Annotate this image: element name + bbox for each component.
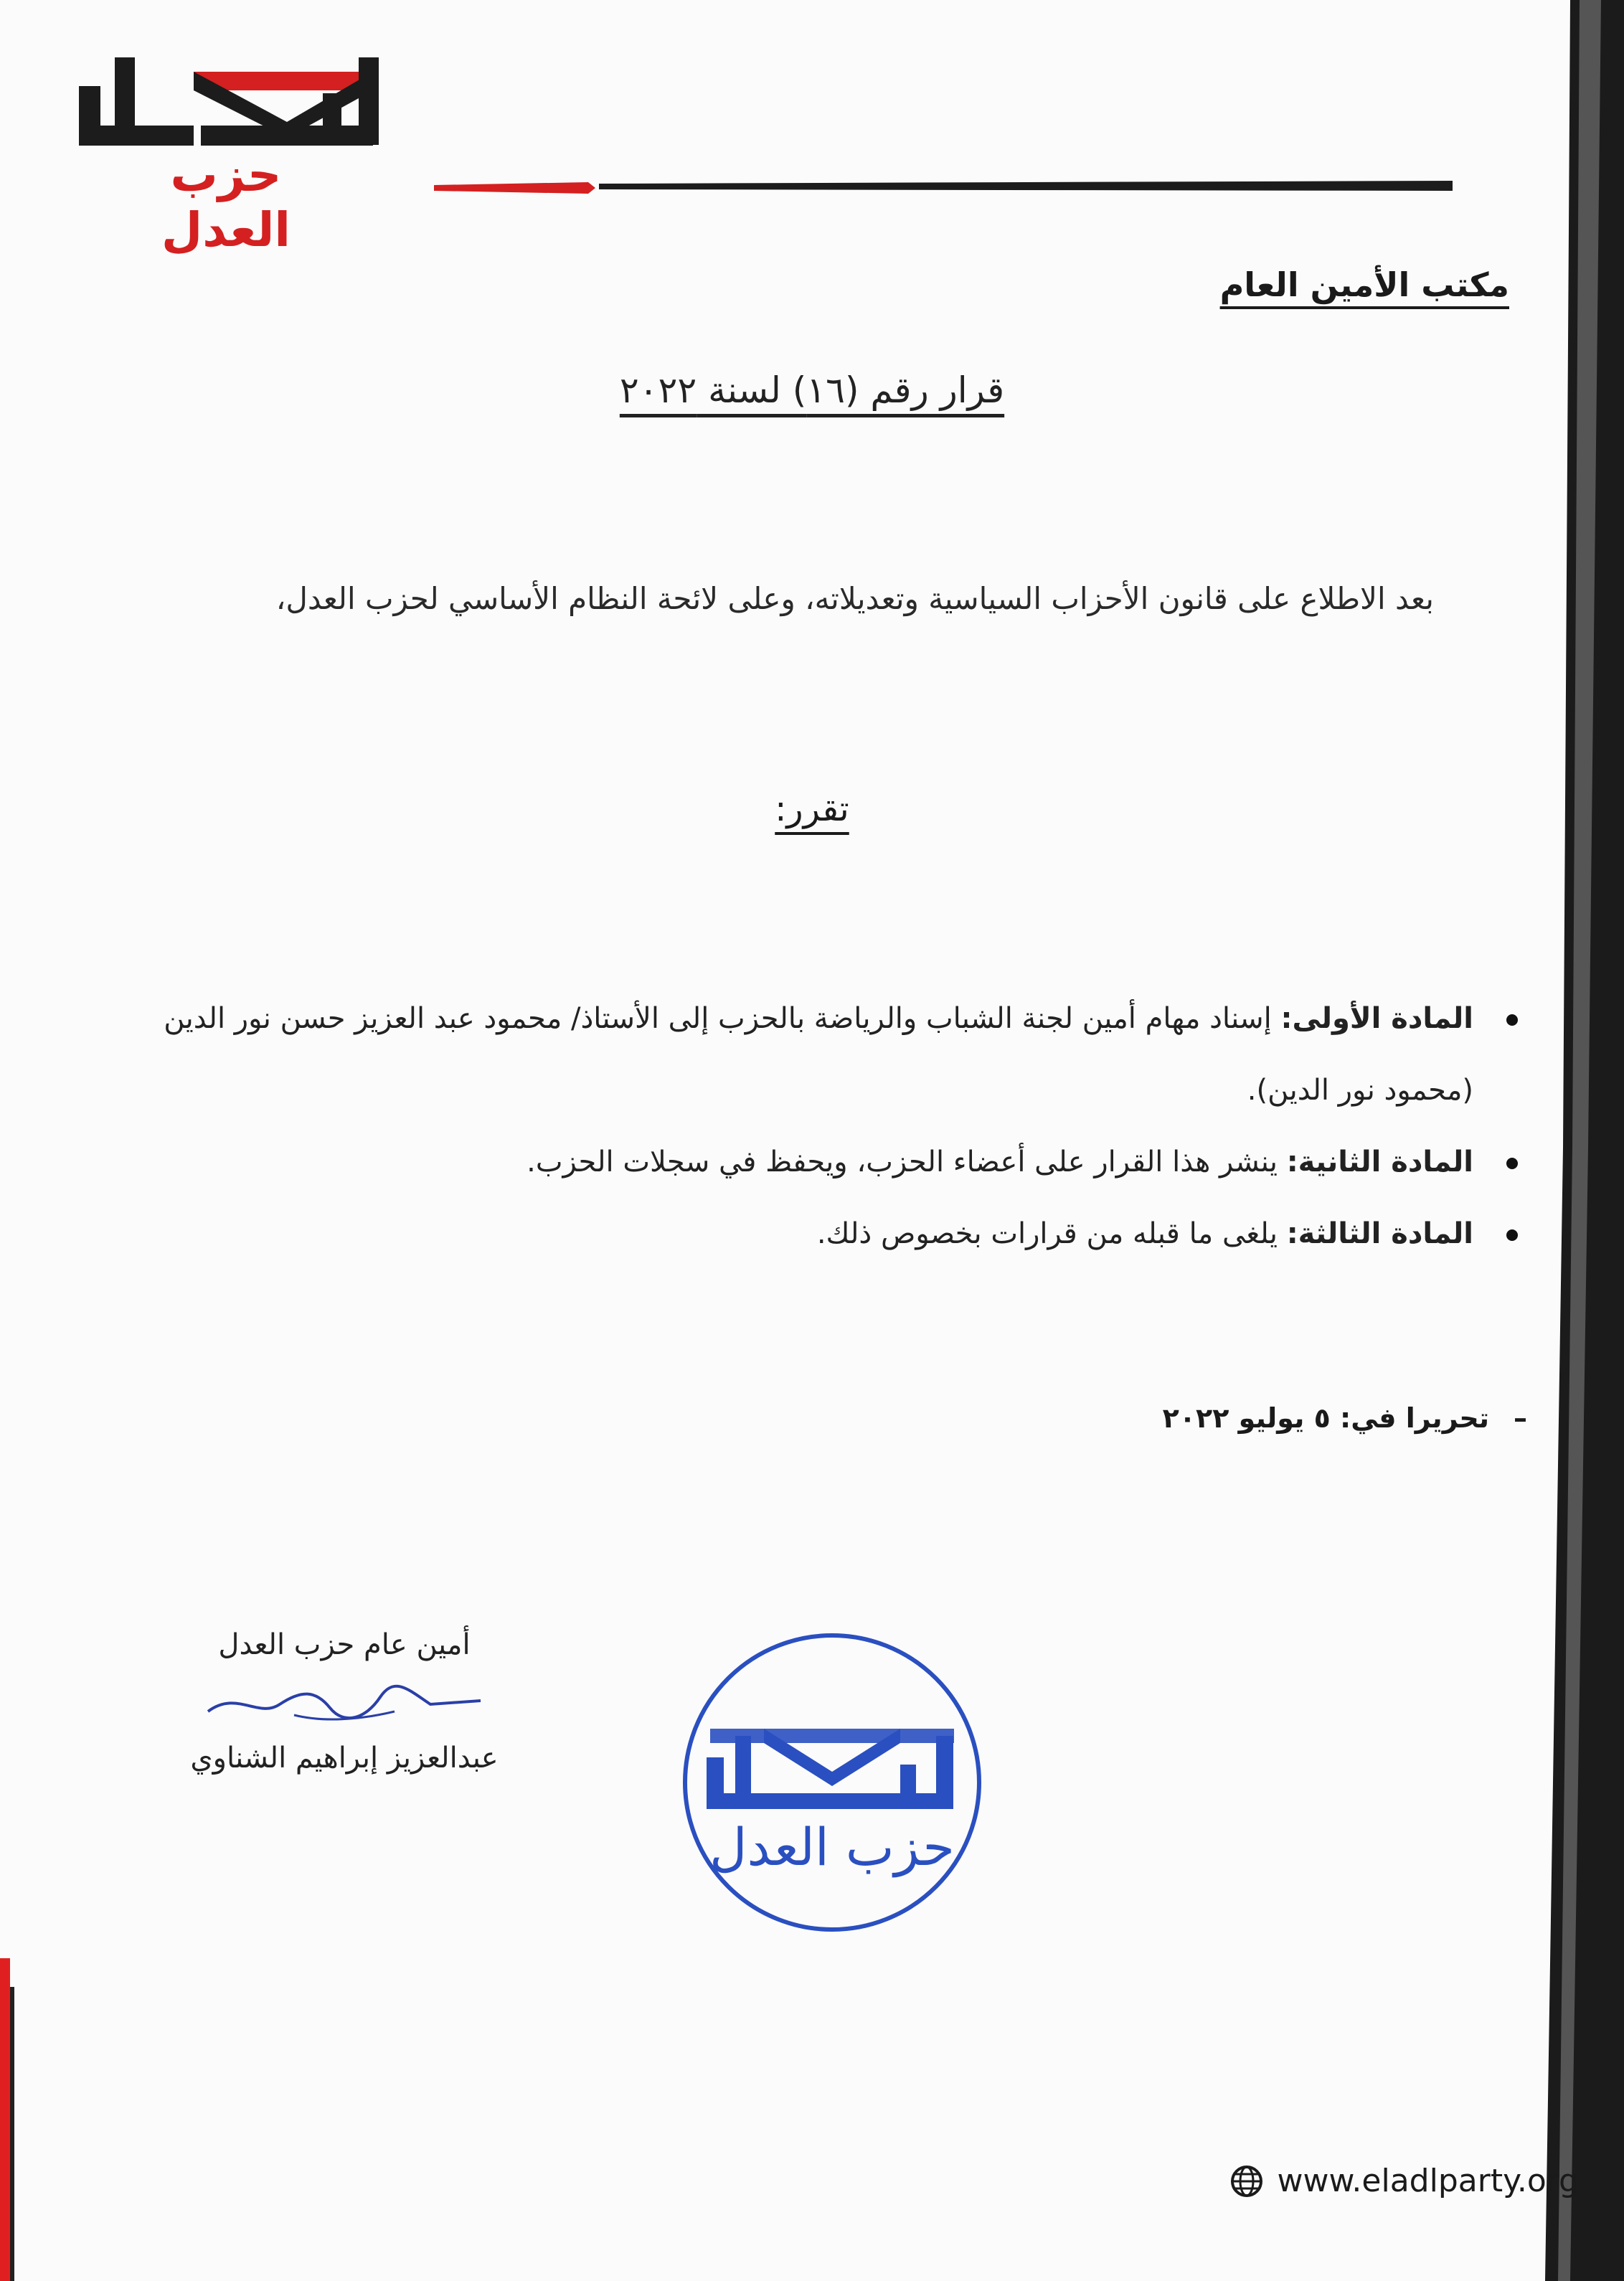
party-logo [72,43,395,151]
articles-list [125,983,1524,1270]
article-label: المادة الثالثة: [1286,1217,1473,1250]
website-link[interactable]: www.eladlparty.org [1277,2163,1579,2199]
footer [1230,2163,1579,2199]
globe-icon [1230,2165,1263,2198]
decision-title: قرار رقم (١٦) لسنة ٢٠٢٢ [619,369,1005,411]
page-border-left [0,1958,20,2281]
handwritten-signature [194,1676,495,1733]
article-text: إسناد مهام أمين لجنة الشباب والرياضة بالحزب إلى الأستاذ/ محمود عبد العزيز حسن نور الدين (محمود نور الدين). [164,1002,1473,1107]
article-text: ينشر هذا القرار على أعضاء الحزب، ويحفظ في سجلات الحزب. [527,1146,1287,1179]
office-heading: مكتب الأمين العام [1219,265,1509,304]
logo-caption: حزب العدل [161,147,291,258]
signatory-name: عبدالعزيز إبراهيم الشناوي [190,1742,499,1775]
written-text: تحريرا في: ٥ يوليو ٢٠٢٢ [1162,1402,1489,1434]
signature-block [165,1628,524,1775]
party-stamp [678,1628,986,1937]
signatory-title: أمين عام حزب العدل [218,1628,471,1661]
article-label: المادة الأولى: [1280,1002,1473,1035]
written-date [1163,1402,1527,1434]
page-border-right [1538,0,1624,2281]
article-item [125,983,1524,1126]
decides-heading: تقرر: [775,789,849,829]
article-item [125,1198,1524,1270]
header-divider [434,178,1453,199]
article-label: المادة الثانية: [1286,1146,1473,1179]
article-item [125,1126,1524,1198]
written-dash: – [1514,1402,1527,1434]
preamble: بعد الاطلاع على قانون الأحزاب السياسية وتعديلاته، وعلى لائحة النظام الأساسي لحزب العدل، [275,581,1434,616]
article-text: يلغى ما قبله من قرارات بخصوص ذلك. [816,1217,1287,1250]
svg-text:حزب العدل: حزب العدل [709,1817,955,1877]
